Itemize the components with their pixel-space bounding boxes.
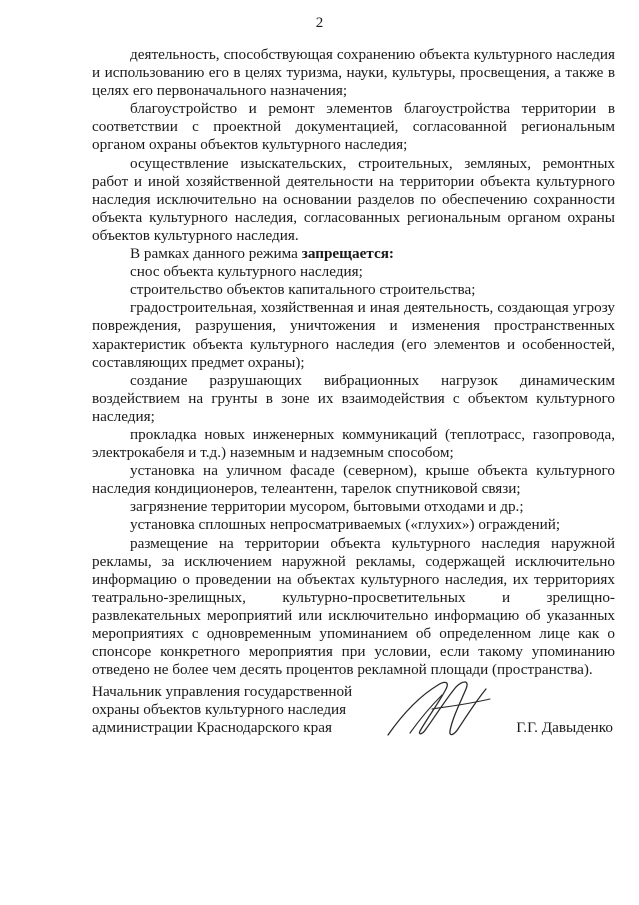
paragraph-vibration: создание разрушающих вибрационных нагрузок динамическим воздействием на грунты в зоне их взаимодействия с объектом культурного наследия;	[92, 371, 615, 425]
paragraph-construction: строительство объектов капитального строительства;	[130, 281, 476, 299]
paragraph-utilities: прокладка новых инженерных коммуникаций (теплотрасс, газопровода, электрокабеля и т.д.) наземным и надземным способом;	[92, 425, 615, 462]
signature-block	[92, 683, 615, 753]
paragraph-works: осуществление изыскательских, строительных, земляных, ремонтных работ и иной хозяйственной деятельности на территории объекта культурного наследия исключительно на основании разделов по обеспечению сохранности объекта культурного наследия, согласованных региональным органом охраны объектов культурного наследия.	[92, 154, 615, 244]
handwritten-signature	[380, 675, 500, 741]
prohibited-keyword: запрещается:	[301, 245, 394, 263]
paragraph-facade-installations: установка на уличном фасаде (северном), крыше объекта культурного наследия кондиционеров, телеантенн, тарелок спутниковой связи;	[92, 462, 615, 498]
paragraph-advertising: размещение на территории объекта культурного наследия наружной рекламы, за исключением наружной рекламы, содержащей исключительно информацию о проведении на объектах культурного наследия, их территориях театрально-зрелищных, культурно-просветительных и зрелищно-развлекательных мероприятий или исключительно информацию об указанных мероприятиях с одновременным упоминанием об определенном лице как о спонсоре конкретного мероприятия при условии, если такому упоминанию отведено не более чем десять процентов рекламной площади (пространства).	[92, 534, 615, 679]
document-body	[92, 46, 615, 679]
page-number: 2	[315, 15, 324, 31]
paragraph-activity: деятельность, способствующая сохранению объекта культурного наследия и использованию его в целях туризма, науки, культуры, просвещения, а также в целях его первоначального назначения;	[92, 46, 615, 100]
paragraph-pollution: загрязнение территории мусором, бытовыми отходами и др.;	[130, 498, 524, 516]
paragraph-prohibited-heading	[92, 245, 615, 263]
signer-position: Начальник управления государственной охраны объектов культурного наследия администрации Краснодарского края	[92, 683, 353, 737]
paragraph-demolition: снос объекта культурного наследия;	[130, 263, 363, 281]
paragraph-landscaping: благоустройство и ремонт элементов благоустройства территории в соответствии с проектной документацией, согласованной региональным органом охраны объектов культурного наследия;	[92, 100, 615, 154]
signer-name: Г.Г. Давыденко	[516, 719, 613, 736]
paragraph-fences: установка сплошных непросматриваемых («глухих») ограждений;	[130, 516, 561, 534]
paragraph-threat-activity: градостроительная, хозяйственная и иная деятельность, создающая угрозу повреждения, разрушения, уничтожения и изменения пространственных характеристик объекта культурного наследия (его элементов и особенностей, составляющих предмет охраны);	[92, 299, 615, 371]
prohibited-lead-text: В рамках данного режима	[130, 245, 302, 263]
